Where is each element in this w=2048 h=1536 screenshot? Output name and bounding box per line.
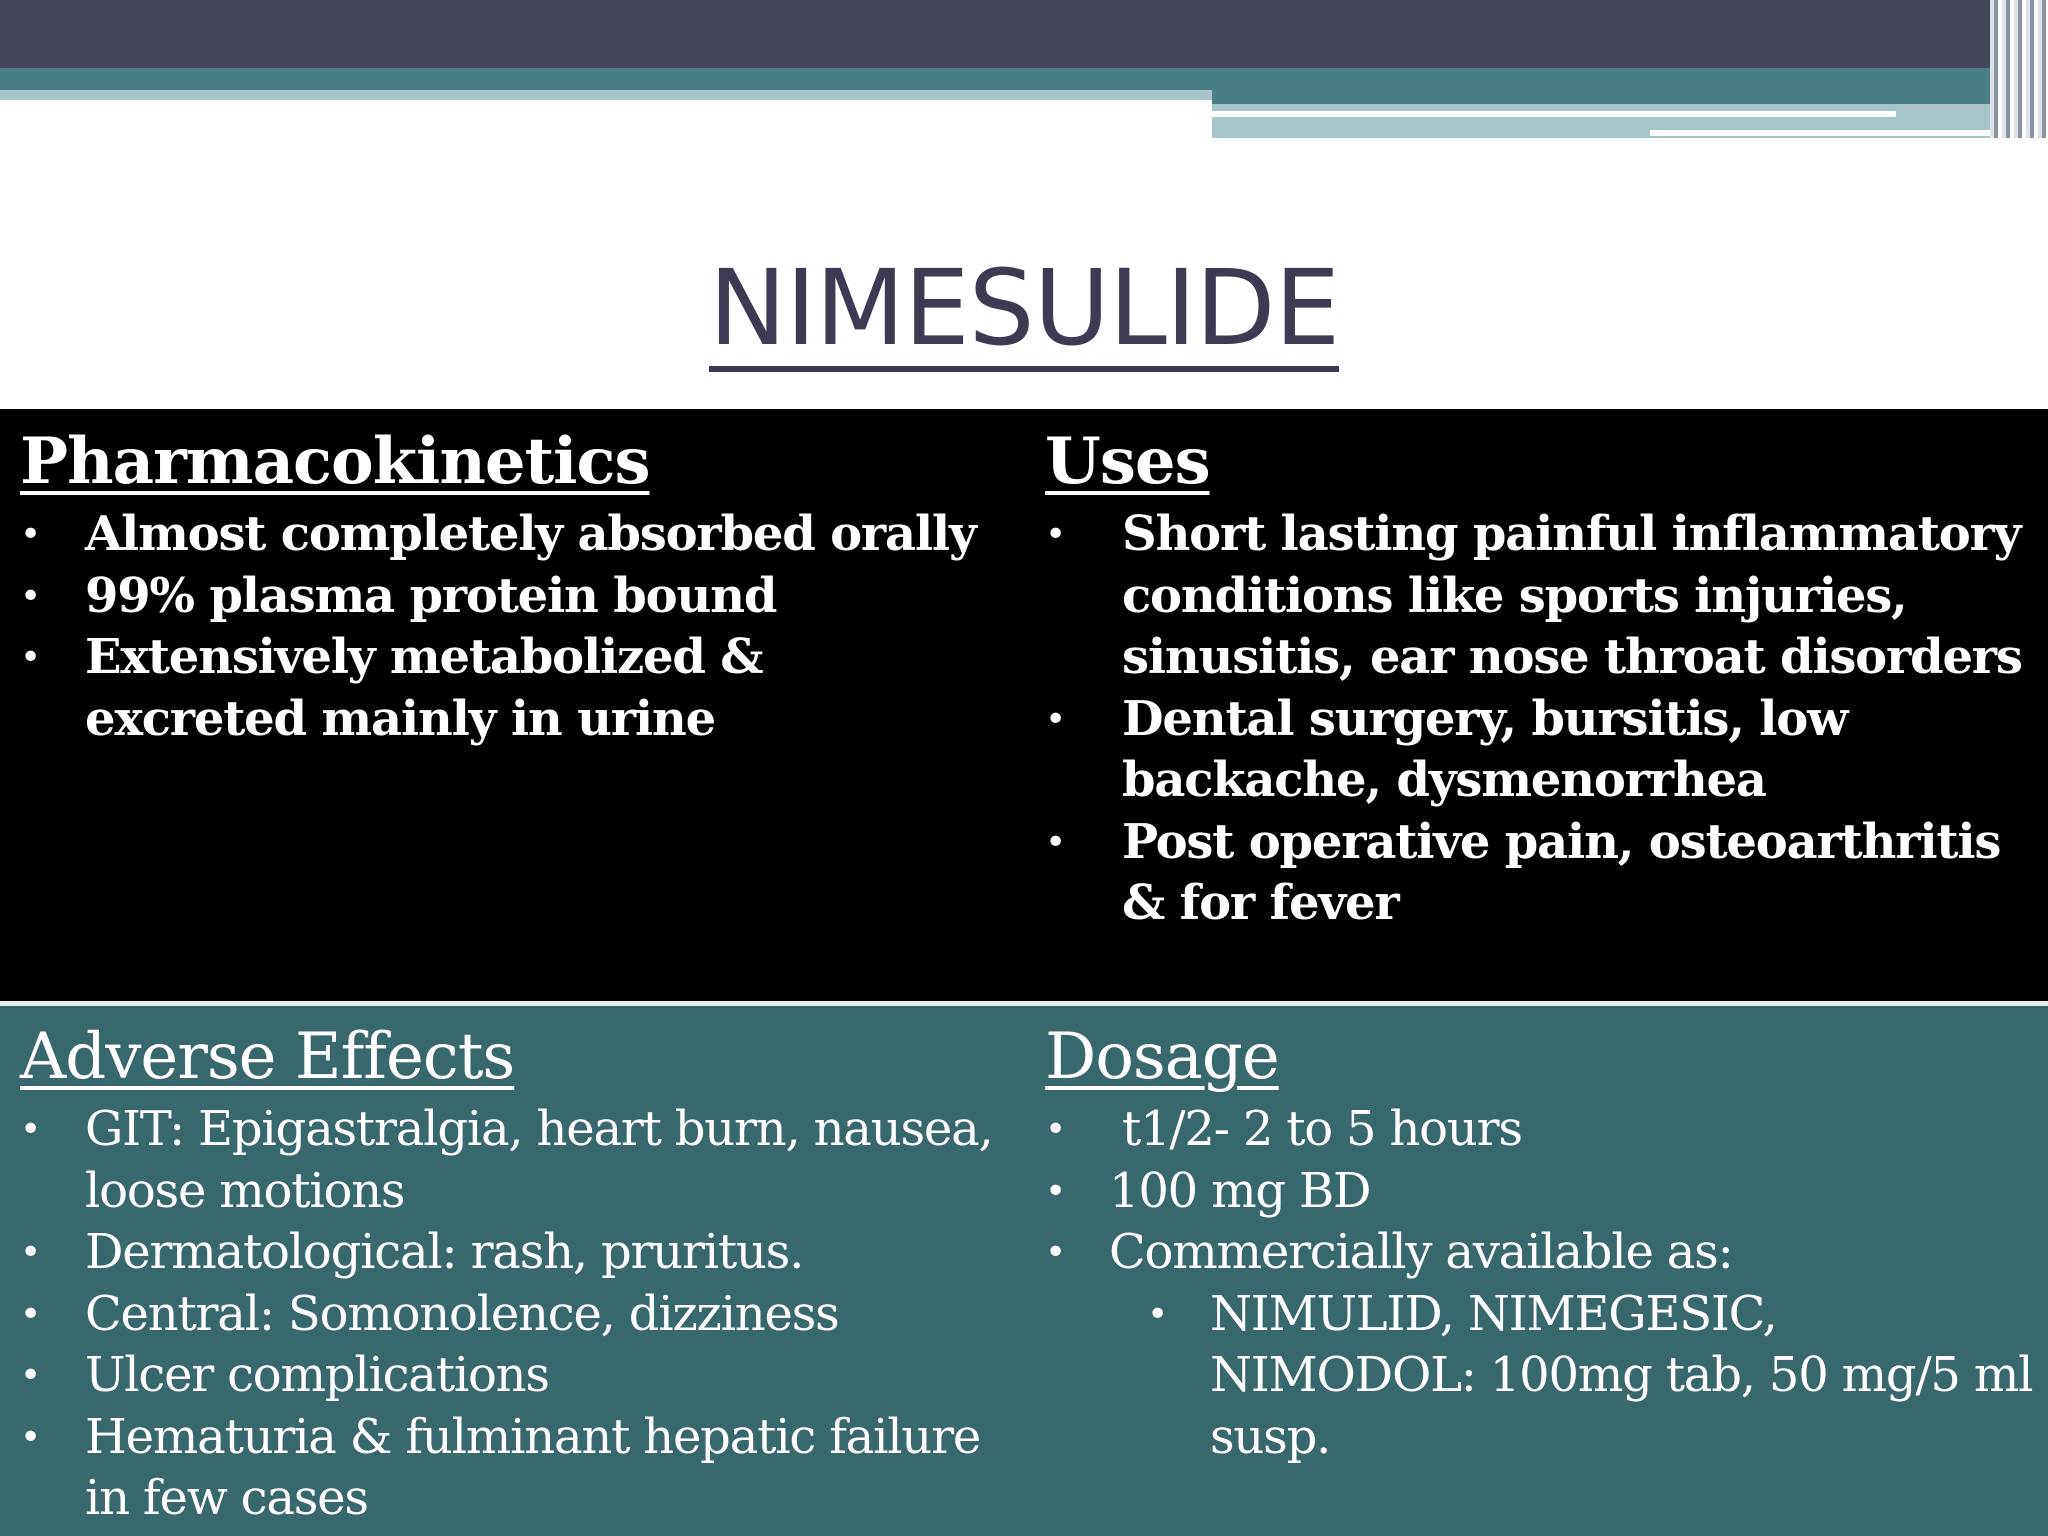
adverse-effects-list <box>20 1099 1030 1530</box>
list-item <box>20 566 1030 628</box>
bullet-icon: • <box>1045 1109 1066 1150</box>
list-item-text: 100 mg BD <box>1109 1162 1371 1219</box>
list-item-text: NIMULID, NIMEGESIC, NIMODOL: 100mg tab, 50 mg/5 ml susp. <box>1210 1285 2033 1465</box>
adverse-effects-heading: Adverse Effects <box>20 1020 515 1094</box>
list-item-text: Ulcer complications <box>85 1347 549 1403</box>
list-item <box>20 1222 1030 1284</box>
list-item-text: Almost completely absorbed orally <box>85 506 976 562</box>
list-item <box>20 1345 1030 1407</box>
pharmacokinetics-heading: Pharmacokinetics <box>20 424 650 499</box>
list-item <box>1045 1222 2035 1284</box>
list-item-text: Post operative pain, osteoarthritis & for fever <box>1122 813 2001 931</box>
bullet-icon: • <box>1045 514 1066 555</box>
list-item-text: Short lasting painful inflammatory conditions like sports injuries, sinusitis, ear nose throat disorders <box>1122 506 2022 685</box>
bullet-icon: • <box>1045 821 1066 863</box>
corner-lines-decoration <box>1990 0 2048 138</box>
top-bar-teal-right <box>1212 90 2048 104</box>
list-item-text: Extensively metabolized & excreted mainly in urine <box>85 629 763 747</box>
list-item-text: t1/2- 2 to 5 hours <box>1122 1101 1522 1157</box>
list-item-text: Commercially available as: <box>1109 1224 1733 1280</box>
list-item-text: Central: Somonolence, dizziness <box>85 1285 839 1342</box>
bullet-icon: • <box>20 1293 41 1335</box>
bullet-icon: • <box>20 1232 41 1273</box>
slide-title: NIMESULIDE <box>709 250 1339 372</box>
list-item <box>20 1407 1030 1530</box>
top-bar-light-left <box>0 90 1212 100</box>
list-item-text: 99% plasma protein bound <box>85 567 777 624</box>
bullet-icon: • <box>1045 698 1066 740</box>
list-item <box>1045 1099 2035 1161</box>
bullet-icon: • <box>20 514 41 555</box>
uses-list <box>1045 504 2035 935</box>
bullet-icon: • <box>20 1109 41 1150</box>
list-item <box>1045 1161 2035 1223</box>
bullet-icon: • <box>1045 1170 1066 1212</box>
dosage-section <box>1045 1015 2035 1468</box>
list-item <box>20 627 845 750</box>
bullet-icon: • <box>20 1355 41 1396</box>
list-item <box>20 504 1030 566</box>
bullet-icon: • <box>1045 1232 1066 1273</box>
list-item <box>20 1284 1030 1346</box>
list-item-text: GIT: Epigastralgia, heart burn, nausea, loose motions <box>85 1101 993 1219</box>
top-bar-stripe-2 <box>1650 130 2048 136</box>
pharmacokinetics-section <box>20 420 1030 750</box>
list-item <box>20 1099 1030 1222</box>
bullet-icon: • <box>1147 1293 1168 1335</box>
pharmacokinetics-list <box>20 504 1030 750</box>
list-item <box>1045 504 2035 689</box>
bullet-icon: • <box>20 1416 41 1458</box>
uses-section <box>1045 420 2035 935</box>
list-sub-item <box>1045 1284 2035 1469</box>
slide-title-container <box>0 248 2048 372</box>
list-item <box>1045 812 2035 935</box>
dosage-list <box>1045 1099 2035 1468</box>
list-item <box>1045 689 1912 812</box>
top-bar-teal <box>0 68 2048 90</box>
list-item-text: Dental surgery, bursitis, low backache, dysmenorrhea <box>1122 690 1848 808</box>
top-bar-dark <box>0 0 2048 68</box>
adverse-effects-section <box>20 1015 1030 1530</box>
list-item-text: Dermatological: rash, pruritus. <box>85 1224 804 1280</box>
dosage-heading: Dosage <box>1045 1020 1279 1094</box>
bullet-icon: • <box>20 637 41 678</box>
list-item-text: Hematuria & fulminant hepatic failure in few cases <box>85 1408 981 1526</box>
uses-heading: Uses <box>1045 424 1210 499</box>
bullet-icon: • <box>20 575 41 617</box>
top-bar-stripe <box>1212 111 1896 117</box>
